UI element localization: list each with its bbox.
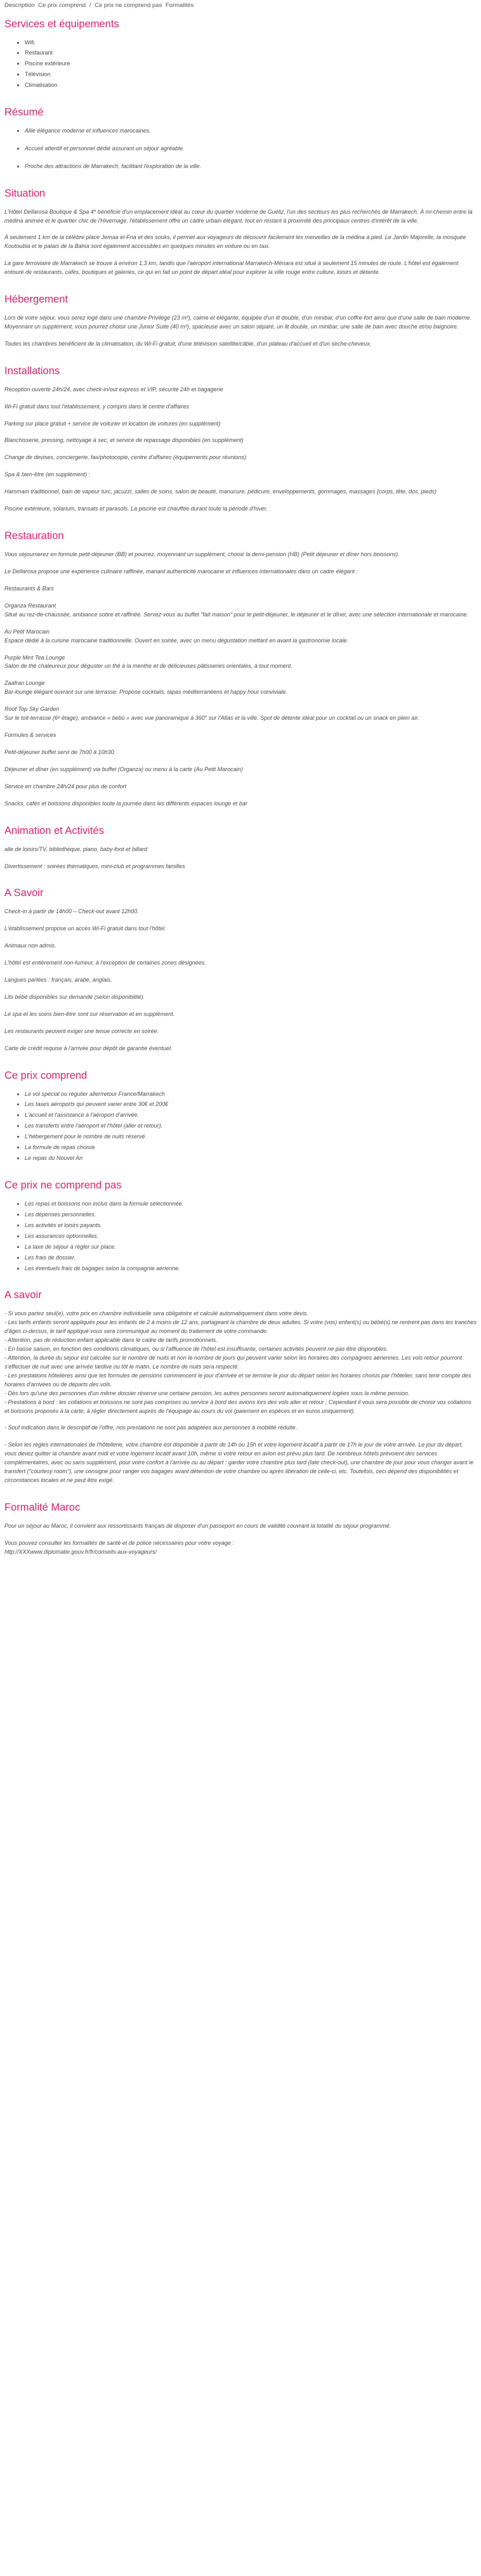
a-savoir-conditions-title: A savoir <box>4 1289 42 1301</box>
list-item: • L'hébergement pour le nombre de nuits réservé. <box>25 1133 477 1142</box>
situation-title: Situation <box>4 187 46 199</box>
list-item: • Les repas et boissons non inclus dans la formule sélectionnée. <box>25 1200 477 1209</box>
paragraph: Zaafran Lounge Bar-lounge élégant ouvrant sur une terrasse. Propose cocktails, tapas méditerranéens et happy hour conviviale. <box>4 680 287 696</box>
list-item: • Piscine extérieure <box>25 60 477 68</box>
restauration-section <box>4 530 477 809</box>
paragraph: Service en chambre 24h/24 pour plus de confort <box>4 783 127 790</box>
ce-prix-ne-comprend-pas-section <box>4 1180 477 1273</box>
ce-prix-ne-comprend-pas-title: Ce prix ne comprend pas <box>4 1180 122 1192</box>
nav-formalites[interactable]: Formalités <box>165 2 194 9</box>
resume-list <box>4 127 477 171</box>
services-list <box>4 39 477 91</box>
paragraph: Le Dellarosa propose une expérience culinaire raffinée, mariant authenticité marocaine et influences internationales dans un cadre élégant : <box>4 568 358 575</box>
resume-title: Résumé <box>4 107 44 119</box>
list-item: • Télévision <box>25 70 477 79</box>
paragraph: Organza Restaurant Situé au rez-de-chaussée, ambiance sobre et raffinée. Servez-vous au buffet "fait maison" pour le petit-déjeuner, le déjeuner et le dîner, avec une sélection internationale et marocaine. <box>4 602 468 618</box>
list-item: • Les assurances optionnelles. <box>25 1232 477 1241</box>
list-item: • Climatisation <box>25 81 477 90</box>
formalite-section <box>4 1502 477 1557</box>
paragraph: Les restaurants peuvent exiger une tenue correcte en soirée. <box>4 1027 159 1034</box>
list-item: • La taxe de séjour à régler sur place. <box>25 1243 477 1252</box>
paragraph: La gare ferroviaire de Marrakech se trouve à environ 1,3 km, tandis que l'aéroport international Marrakech-Ménara est situé à seulement 15 minutes de route. L'hôtel est également entouré de restaurants, cafés, boutiques et galeries, ce qui en fait un point de départ idéal pour explorer la ville rouge entre culture, loisirs et détente. <box>4 260 459 276</box>
list-item: • Les taxes aéroports qui peuvent varier entre 30€ et 200€ <box>25 1100 477 1109</box>
paragraph: Pour un séjour au Maroc, il convient aux ressortissants français de disposer d'un passeport en cours de validité couvrant la totalité du séjour programmé. <box>4 1522 392 1529</box>
paragraph: L'Hôtel Dellarosa Boutique & Spa 4* bénéficie d'un emplacement idéal au cœur du quartier moderne de Guéliz, l'un des secteurs les plus recherchés de Marrakech. À mi-chemin entre la médina animée et le quartier chic de l'Hivernage, l'établissement offre un cadre urbain élégant, tout en restant à proximité des principaux centres d'intérêt de la ville. <box>4 208 473 224</box>
hebergement-section <box>4 294 477 349</box>
list-item: • Les activités et loisirs payants. <box>25 1221 477 1230</box>
list-item: • Les dépenses personnelles. <box>25 1211 477 1220</box>
restauration-title: Restauration <box>4 530 64 542</box>
paragraph: Snacks, cafés et boissons disponibles toute la journée dans les différents espaces lounge et bar <box>4 800 247 807</box>
paragraph: Langues parlées : français, arabe, anglais. <box>4 977 112 984</box>
ce-prix-comprend-section <box>4 1070 477 1163</box>
installations-title: Installations <box>4 365 60 377</box>
list-item: • Wifi <box>25 39 477 48</box>
a-savoir-conditions-section <box>4 1289 477 1485</box>
paragraph: Lits bébé disponibles sur demande (selon disponibilité). <box>4 993 145 1000</box>
list-item: • Allie élégance moderne et influences marocaines. <box>25 127 477 136</box>
paragraph: Formules & services <box>4 732 56 739</box>
paragraph: Carte de crédit requise à l'arrivée pour dépôt de garantie éventuel. <box>4 1044 173 1051</box>
paragraph: Wi-Fi gratuit dans tout l'établissement, y compris dans le centre d'affaires <box>4 403 189 410</box>
nav-ce-prix-comprend[interactable]: Ce prix comprend <box>38 2 86 9</box>
list-item: • La formule de repas choisie <box>25 1143 477 1152</box>
list-item: • Restaurant <box>25 49 477 58</box>
services-title: Services et équipements <box>4 18 119 30</box>
top-navigation <box>4 0 477 11</box>
paragraph: Lors de votre séjour, vous serez logé dans une chambre Privilège (23 m²), calme et élégante, équipée d'un lit double, d'un minibar, d'un coffre-fort ainsi que d'une salle de bain moderne. Moyennant un supplément, vous pourrez choisir une Junior Suite (40 m²), spacieuse avec un salon séparé, un lit double, un minibar, une salle de bain avec douche et/ou baignoire. <box>4 315 471 330</box>
animation-title: Animation et Activités <box>4 824 104 836</box>
formalite-title: Formalité Maroc <box>4 1502 81 1514</box>
situation-section <box>4 188 477 277</box>
list-item: • Les frais de dossier. <box>25 1254 477 1263</box>
nav-description[interactable]: Description <box>4 2 35 9</box>
paragraph: - Souf indication dans le descriptif de l'offre, nos prestations ne sont pas adaptées aux personnes à mobilité réduite. <box>4 1424 297 1431</box>
paragraph: Purple Mint Tea Lounge Salon de thé chaleureux pour déguster un thé à la menthe et de délicieuses pâtisseries orientales, à tout moment. <box>4 654 293 670</box>
installations-section <box>4 365 477 514</box>
list-item: • Accueil attentif et personnel dédié assurant un séjour agréable. <box>25 145 477 153</box>
paragraph: L'hôtel est entièrement non-fumeur, à l'exception de certaines zones désignées. <box>4 959 206 966</box>
paragraph: Animaux non admis. <box>4 942 56 949</box>
animation-section <box>4 825 477 871</box>
services-section <box>4 18 477 90</box>
paragraph: Blanchisserie, pressing, nettoyage à sec, et service de repassage disponibles (en supplément) <box>4 437 244 444</box>
resume-section <box>4 107 477 171</box>
paragraph: Roof Top Sky Garden Sur le toit-terrasse (6ᵉ étage), ambiance « bebù » avec vue panoramique à 360° sur l'Atlas et la ville. Spot de détente idéal pour un cocktail ou un snack en plein air. <box>4 706 419 722</box>
ce-prix-ne-comprend-pas-list <box>4 1200 477 1273</box>
paragraph: Divertissement : soirées thématiques, mini-club et programmes familles <box>4 862 185 869</box>
a-savoir-section <box>4 887 477 1053</box>
list-item: • Le repas du Nouvel An <box>25 1154 477 1163</box>
paragraph: - Si vous partez seul(e), votre prix en chambre individuelle sera obligatoire et calculé automatiquement dans votre devis. - Les tarifs enfants seront appliqués pour les enfants de 2 à moins de 12 ans, partageant la chambre de deux adultes. Si votre (vos) enfant(s) ou bébé(s) ne rentrent pas dans les tranches d'âges ci-dessus, le tarif appliqué vous sera communiqué au moment du traitement de votre commande. - Attention, pas de réduction enfant applicable dans le cadre de tarifs promotionnels. - En basse saison, en fonction des conditions climatiques, ou si l'affluence de l'hôtel est insuffisante, certaines activités peuvent ne pas être disponibles. - Attention, la durée du séjour est calculée sur le nombre de nuits et non le nombre de jours qui peuvent varier selon les horaires des compagnies aériennes. Les vols retour pourront s'effectuer de nuit avec une arrivée tardive ou tôt le matin. Le nombre de nuits sera respecté. - Les prestations hôtelières ainsi que les formules de pensions commencent le jour d'arrivée et se termine le jour du départ selon les horaires choisis par l'hôtelier, sans tenir compte des horaires d'arrivées ou de départs des vols. - Dès lors qu'une des personnes d'un même dossier réserve une certaine pension, les autres personnes seront automatiquement logées sous la même pension. - Prestations à bord : les collations et boissons ne sont pas comprises ou service à bord des avions lors des vols aller et retour ; Cependant il vous sera possible de choisir vos collations et boissons proposés à la carte, à régler directement auprès de l'équipage au cours du vol (paiement en espèces et en euros uniquement). <box>4 1310 477 1414</box>
hebergement-title: Hébergement <box>4 294 68 306</box>
paragraph: Spa & bien-être (en supplément) : <box>4 471 91 478</box>
nav-ce-prix-ne-comprend-pas[interactable]: Ce prix ne comprend pas <box>95 2 162 9</box>
nav-separator: / <box>89 2 91 9</box>
a-savoir-title: A Savoir <box>4 887 44 899</box>
paragraph: Check-in à partir de 14h00 – Check-out avant 12h00. <box>4 908 139 915</box>
paragraph: Petit-déjeuner buffet servi de 7h00 à 10h30 <box>4 749 114 756</box>
list-item: • L'accueil et l'assistance à l'aéroport d'arrivée. <box>25 1111 477 1120</box>
paragraph: Toutes les chambres bénéficient de la climatisation, du Wi-Fi gratuit, d'une télévision satellite/câble, d'un plateau d'accueil et d'un sèche-cheveux. <box>4 340 372 347</box>
ce-prix-comprend-list <box>4 1090 477 1164</box>
paragraph: Vous séjournerez en formule petit-déjeuner (BB) et pourrez, moyennant un supplément, choisir la demi-pension (HB) (Petit déjeuner et dîner hors boissons). <box>4 550 400 557</box>
ce-prix-comprend-title: Ce prix comprend <box>4 1069 88 1081</box>
list-item: • Les éventuels frais de bagages selon la compagnie aérienne. <box>25 1265 477 1273</box>
paragraph: Réception ouverte 24h/24, avec check-in/out express et VIP, sécurité 24h et bagagerie <box>4 386 223 393</box>
list-item: • Les transferts entre l'aéroport et l'hôtel (aller et retour). <box>25 1122 477 1131</box>
paragraph: Déjeuner et dîner (en supplément) via buffet (Organza) ou menu à la carte (Au Petit Marocain) <box>4 766 243 772</box>
paragraph: Hammam traditionnel, bain de vapeur turc, jacuzzi, salles de soins, salon de beauté, manucure, pédicure, enveloppements, gommages, massages (corps, tête, dos, pieds) <box>4 488 437 495</box>
paragraph: L'établissement propose un accès Wi-Fi gratuit dans tout l'hôtel. <box>4 925 166 932</box>
paragraph: Change de devises, conciergerie, fax/photocopie, centre d'affaires (équipements pour réunions) <box>4 454 246 461</box>
paragraph: Le spa et les soins bien-être sont sur réservation et en supplément. <box>4 1010 175 1017</box>
paragraph: alle de loisirs/TV, bibliothèque, piano, baby-foot et billard <box>4 845 147 852</box>
paragraph: - Selon les règles internationales de l'hôtellerie, votre chambre est disponible à partir de 14h ou 15h et votre logement locatif à partir de 17h le jour de votre arrivée. Le jour du départ, vous devez quitter la chambre avant midi et votre logement locatif avant 10h, même si votre retour en avion est prévu plus tard. De nombreux hôtels prévoient des services complémentaires, avec ou sans supplément, pour votre confort à l'arrivée ou au départ : garder votre chambre plus tard (late check-out), une chambre de jour pour vous changer avant le transfert ("courtesy room"), une consigne pour ranger vos bagages avant détention de votre chambre ou après libération de celle-ci, etc. Toutefois, ceci dépend des disponibilités et circonstances locales et ne peut être exigé. <box>4 1441 474 1484</box>
paragraph: Restaurants & Bars <box>4 585 55 592</box>
paragraph: Parking sur place gratuit + service de voiturier et location de voitures (en supplément) <box>4 420 221 427</box>
list-item: • Proche des attractions de Marrakech, facilitant l'exploration de la ville. <box>25 162 477 171</box>
paragraph: À seulement 1 km de la célèbre place Jemaa el-Fna et des souks, il permet aux voyageurs de découvrir facilement les merveilles de la médina à pied. Le Jardin Majorelle, la mosquée Koutoubia et le palais de la Bahia sont également accessibles en quelques minutes en voiture ou en taxi. <box>4 234 466 250</box>
paragraph: Piscine extérieure, solarium, transats et parasols. La piscine est chauffée durant toute la période d'hiver. <box>4 505 268 512</box>
paragraph: Au Petit Marocain Espace dédié à la cuisine marocaine traditionnelle. Ouvert en soirée, avec un menu dégustation mettant en avant la gastronomie locale. <box>4 628 348 644</box>
list-item: • Le vol spécial ou régulier aller/retour France/Marrakech <box>25 1090 477 1099</box>
paragraph: Vous pouvez consulter les formalités de santé et de police nécessaires pour votre voyage : http://XXXwww.diplomatie.gouv.fr/fr/conseils-aux-voyageurs/ <box>4 1539 234 1555</box>
